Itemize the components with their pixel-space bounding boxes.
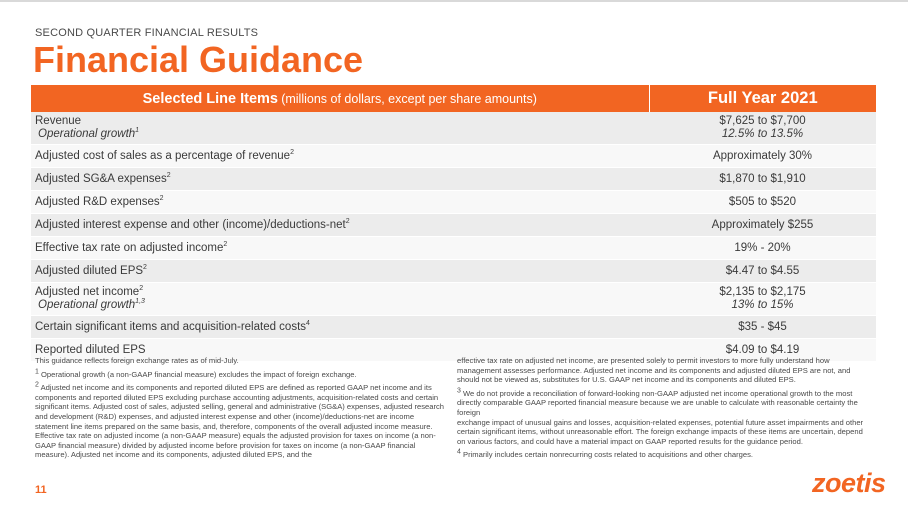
- row-label-text: Reported diluted EPS: [35, 344, 146, 356]
- footnote-text: We do not provide a reconciliation of forward-looking non-GAAP adjusted net income operational growth to the most directly comparable GAAP reported financial measure because we are unable to calculate with reasonable certainty the foreign: [457, 388, 858, 417]
- footnote-ref: 2: [223, 241, 228, 249]
- footnotes-left-column: [35, 356, 445, 464]
- row-label-text: Effective tax rate on adjusted income: [35, 242, 224, 254]
- footnote-2-continued: effective tax rate on adjusted net income, are presented solely to permit investors to more fully understand how management assesses performance. Adjusted net income and its components and adjusted diluted EPS are not, and should not be viewed as, substitutes for U.S. GAAP net income and its components and diluted EPS.: [457, 356, 851, 385]
- guidance-table: [31, 85, 876, 362]
- row-label: [31, 112, 649, 145]
- row-label: [31, 191, 649, 214]
- row-value-text: $2,135 to $2,175: [719, 286, 806, 298]
- table-header-row: [31, 85, 876, 112]
- guidance-fx-note: This guidance reflects foreign exchange rates as of mid-July.: [35, 356, 239, 365]
- row-sublabel-text: Operational growth: [38, 299, 136, 311]
- row-label: [31, 214, 649, 237]
- row-value-text: $7,625 to $7,700: [719, 115, 806, 127]
- footnote-text: Primarily includes certain nonrecurring costs related to acquisitions and other charges.: [460, 450, 753, 460]
- footnote-ref: 4: [306, 320, 310, 328]
- table-row-interest-expense: [31, 214, 876, 237]
- row-label: [31, 237, 649, 260]
- footnote-ref: 2: [290, 149, 294, 157]
- row-label-text: Adjusted interest expense and other (income)/deductions-net: [35, 219, 346, 231]
- footnote-4: [457, 450, 872, 460]
- row-label-text: Adjusted diluted EPS: [35, 265, 144, 277]
- footnote-marker: 1: [35, 368, 39, 376]
- zoetis-logo: zoetis: [812, 468, 886, 498]
- table-row-revenue: [31, 112, 876, 145]
- section-kicker: SECOND QUARTER FINANCIAL RESULTS: [35, 27, 259, 39]
- footnote-marker: 2: [35, 381, 39, 389]
- row-value: [649, 283, 876, 316]
- row-value: Approximately $255: [649, 214, 876, 237]
- footnote-ref: 2: [166, 172, 171, 180]
- row-label-text: Adjusted net income: [35, 286, 140, 298]
- footnote-text: Adjusted net income and its components and reported diluted EPS are defined as reported GAAP net income and its components and reported diluted EPS excluding purchase accounting adjustments, acquisition-related costs and certain significant items. Adjusted cost of sales, adjusted selling, general and administrative (SG&A) expenses, adjusted research and development (R&D) expenses, and adjusted interest expense and other (income)/deductions-net are income statement line items prepared on the same basis, and, therefore, components of the overall adjusted income measure. Effective tax rate on adjusted income (a non-GAAP measure) equals the adjusted provision for taxes on income (a non-GAAP financial measure) divided by adjusted income before provision for taxes on income (a non-GAAP financial measure). Adjusted net income and its components, adjusted diluted EPS, and the: [35, 383, 445, 460]
- footnote-text: Operational growth (a non-GAAP financial measure) excludes the impact of foreign exchange.: [38, 369, 357, 379]
- footnote-marker: 3: [457, 387, 461, 395]
- row-sublabel: [35, 299, 649, 312]
- footnote-ref: 2: [159, 195, 164, 203]
- full-year-header: [649, 85, 876, 112]
- footnote-ref: 2: [345, 218, 350, 226]
- row-label-text: Revenue: [35, 115, 82, 127]
- table-row-adjusted-eps: [31, 260, 876, 283]
- row-label: [31, 145, 649, 168]
- footnote-3: [457, 389, 872, 418]
- row-subvalue: 12.5% to 13.5%: [721, 128, 804, 140]
- table-row-rnd: [31, 191, 876, 214]
- row-value: $4.47 to $4.55: [649, 260, 876, 283]
- row-label: [31, 260, 649, 283]
- row-label: [31, 316, 649, 339]
- page-number: 11: [35, 484, 47, 496]
- footnote-2: [35, 383, 445, 460]
- footnote-3-continued: exchange impact of unusual gains and losses, acquisition-related expenses, potential future asset impairments and other certain significant items, without unreasonable effort. The foreign exchange impacts of these items are uncertain, depend on various factors, and could have a material impact on GAAP reported results for the guidance period.: [457, 417, 864, 446]
- row-label-text: Adjusted R&D expenses: [35, 196, 160, 208]
- row-subvalue: 13% to 15%: [731, 299, 794, 311]
- table-row-adjusted-net-income: [31, 283, 876, 316]
- row-label-text: Certain significant items and acquisition-related costs: [35, 321, 307, 333]
- footnote-ref: 1: [135, 127, 140, 135]
- row-sublabel-text: Operational growth: [38, 128, 136, 140]
- footnote-ref: 1,3: [135, 298, 145, 306]
- full-year-header-title: Full Year 2021: [707, 89, 818, 107]
- footnote-ref: 2: [143, 264, 147, 272]
- row-value: [649, 112, 876, 145]
- row-label: [31, 168, 649, 191]
- row-value: $1,870 to $1,910: [649, 168, 876, 191]
- footnote-ref: 2: [139, 285, 144, 293]
- row-label: [31, 283, 649, 316]
- row-value: Approximately 30%: [649, 145, 876, 168]
- row-value: $35 - $45: [649, 316, 876, 339]
- footnote-1: [35, 370, 445, 380]
- table-row-significant-items: [31, 316, 876, 339]
- table-row-cost-of-sales: [31, 145, 876, 168]
- row-value: $505 to $520: [649, 191, 876, 214]
- row-label-text: Adjusted cost of sales as a percentage of revenue: [35, 150, 291, 162]
- row-value: 19% - 20%: [649, 237, 876, 260]
- table-row-sga: [31, 168, 876, 191]
- footnotes-right-column: [457, 356, 872, 464]
- page-title: Financial Guidance: [33, 39, 364, 80]
- line-items-header: [31, 85, 649, 112]
- line-items-header-title: Selected Line Items: [142, 90, 278, 107]
- row-value: $4.09 to $4.19: [649, 339, 876, 362]
- footnote-marker: 4: [457, 448, 461, 456]
- row-sublabel: [35, 128, 649, 141]
- row-label-text: Adjusted SG&A expenses: [35, 173, 167, 185]
- table-row-tax-rate: [31, 237, 876, 260]
- line-items-header-units: (millions of dollars, except per share amounts): [281, 91, 537, 106]
- top-divider: [0, 0, 908, 2]
